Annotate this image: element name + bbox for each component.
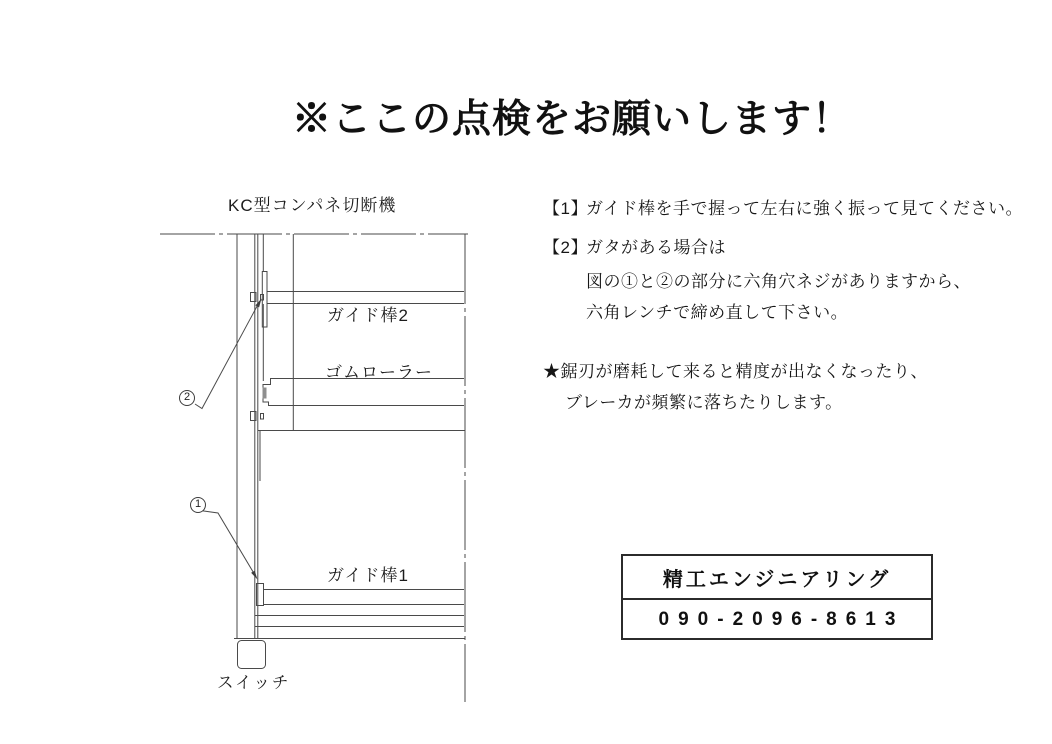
instruction-2-line2: 図の①と②の部分に六角穴ネジがありますから、 xyxy=(586,272,971,291)
company-name: 精工エンジニアリング xyxy=(623,556,931,600)
lower-bar xyxy=(255,616,464,627)
phone-number: 090-2096-8613 xyxy=(658,609,905,630)
roller-shaft-end xyxy=(263,388,267,399)
machine-title-label: KC型コンパネ切断機 xyxy=(228,196,397,215)
rubber-roller-label: ゴムローラー xyxy=(325,363,433,382)
page-title: ※ここの点検をお願いします！ xyxy=(292,98,853,141)
instruction-1-number: 【1】 xyxy=(543,199,588,218)
callout-number-2: 2 xyxy=(179,390,195,406)
switch-body xyxy=(238,641,266,669)
instruction-item-1 xyxy=(543,199,1023,219)
instruction-2-line3: 六角レンチで締め直して下さい。 xyxy=(586,303,849,322)
switch-label: スイッチ xyxy=(217,674,291,692)
guide-rod-1-label: ガイド棒1 xyxy=(327,566,409,585)
instruction-2-text: ガタがある場合は xyxy=(586,238,726,257)
guide-rod-1 xyxy=(264,590,464,605)
hex-screw-1-tab xyxy=(261,414,264,420)
instruction-item-2 xyxy=(543,238,726,258)
guide-rod-2-label: ガイド棒2 xyxy=(327,306,409,325)
wear-note-line2: ブレーカが頻繁に落ちたりします。 xyxy=(565,393,843,412)
callout-1-leader xyxy=(193,510,256,577)
callout-2-leader xyxy=(195,304,259,409)
wear-note-line1: ★鋸刃が磨耗して来ると精度が出なくなったり、 xyxy=(543,362,928,381)
callout-number-1: 1 xyxy=(190,497,206,513)
contact-box xyxy=(621,554,933,640)
instruction-1-text: ガイド棒を手で握って左右に強く振って見てください。 xyxy=(586,199,1023,218)
instruction-2-number: 【2】 xyxy=(543,238,588,257)
